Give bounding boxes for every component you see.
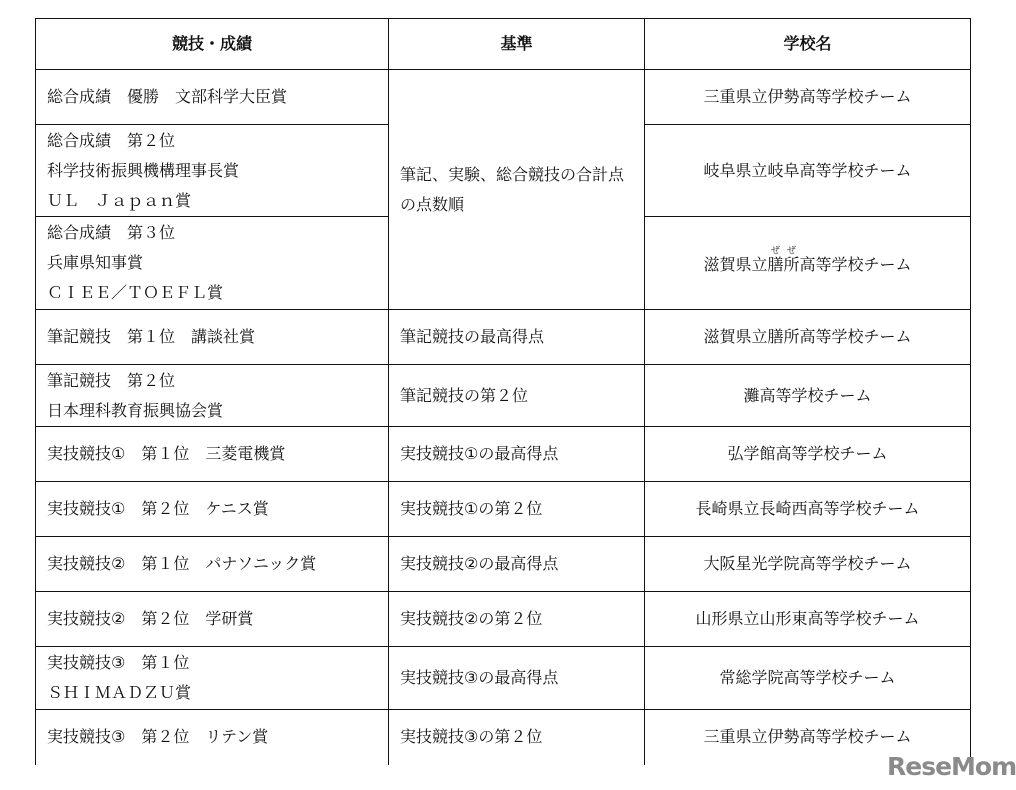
table-row	[36, 592, 971, 647]
criteria-cell	[389, 70, 645, 310]
award-text: 総合成績 第２位	[47, 130, 176, 150]
criteria-cell: 実技競技②の第２位	[389, 592, 645, 647]
award-text: ＣＩＥＥ／ＴＯＥＦＬ賞	[47, 283, 224, 302]
award-text: ＵＬ Ｊａｐａｎ賞	[47, 190, 192, 210]
furigana	[767, 246, 800, 274]
school-cell: 長崎県立長崎西高等学校チーム	[645, 482, 971, 537]
school-text: 高等学校チーム	[799, 255, 912, 274]
school-cell: 弘学館高等学校チーム	[645, 427, 971, 482]
school-cell: 三重県立伊勢高等学校チーム	[645, 70, 971, 125]
school-cell: 灘高等学校チーム	[645, 365, 971, 427]
award-cell	[36, 310, 389, 365]
criteria-cell: 筆記競技の第２位	[389, 365, 645, 427]
table-row	[36, 647, 971, 710]
award-text: 総合成績 第３位	[47, 223, 176, 242]
ruby-base: 膳所	[767, 255, 800, 274]
award-cell	[36, 125, 389, 217]
award-text: 筆記競技 第２位	[47, 370, 176, 390]
criteria-cell: 実技競技③の最高得点	[389, 647, 645, 710]
school-text: 滋賀県立	[703, 255, 768, 274]
award-text: 科学技術振興機構理事長賞	[47, 160, 240, 180]
header-award: 競技・成績	[36, 19, 389, 70]
award-cell	[36, 647, 389, 710]
school-cell: 山形県立山形東高等学校チーム	[645, 592, 971, 647]
award-cell	[36, 427, 389, 482]
header-school: 学校名	[645, 19, 971, 70]
school-cell: 大阪星光学院高等学校チーム	[645, 537, 971, 592]
award-text: 筆記競技 第１位 講談社賞	[47, 327, 256, 346]
award-text: 兵庫県知事賞	[47, 253, 144, 272]
criteria-cell: 実技競技②の最高得点	[389, 537, 645, 592]
award-cell	[36, 365, 389, 427]
award-cell	[36, 592, 389, 647]
school-cell	[645, 217, 971, 310]
award-cell	[36, 217, 389, 310]
table-row	[36, 310, 971, 365]
header-row	[36, 19, 971, 70]
table-row	[36, 365, 971, 427]
award-text: 実技競技③ 第２位 リテン賞	[47, 727, 269, 747]
table-row	[36, 70, 971, 125]
resemom-watermark-logo: ReseMom	[887, 752, 1016, 781]
award-text: 実技競技③ 第１位	[47, 653, 190, 672]
school-cell: 岐阜県立岐阜高等学校チーム	[645, 125, 971, 217]
award-text: 総合成績 優勝 文部科学大臣賞	[47, 87, 288, 106]
ruby-text: ぜぜ	[767, 246, 800, 256]
award-cell	[36, 70, 389, 125]
award-text: 実技競技② 第１位 パナソニック賞	[47, 554, 317, 573]
award-text: 日本理科教育振興協会賞	[47, 400, 224, 420]
school-cell: 滋賀県立膳所高等学校チーム	[645, 310, 971, 365]
school-cell: 常総学院高等学校チーム	[645, 647, 971, 710]
criteria-cell: 実技競技①の第２位	[389, 482, 645, 537]
award-text: ＳＨＩＭＡＤＺＵ賞	[47, 683, 192, 702]
award-text: 実技競技① 第２位 ケニス賞	[47, 499, 269, 518]
award-cell	[36, 537, 389, 592]
table-row	[36, 710, 971, 765]
awards-table	[35, 18, 971, 765]
award-text: 実技競技② 第２位 学研賞	[47, 609, 254, 628]
table-row	[36, 482, 971, 537]
criteria-cell: 実技競技①の最高得点	[389, 427, 645, 482]
table-row	[36, 537, 971, 592]
criteria-cell: 実技競技③の第２位	[389, 710, 645, 765]
award-cell	[36, 710, 389, 765]
table-row	[36, 427, 971, 482]
award-cell	[36, 482, 389, 537]
criteria-text: 筆記、実験、総合競技の合計点の点数順	[400, 164, 625, 214]
award-text: 実技競技① 第１位 三菱電機賞	[47, 444, 286, 463]
school-cell: 三重県立伊勢高等学校チーム	[645, 710, 971, 765]
header-criteria: 基準	[389, 19, 645, 70]
criteria-cell: 筆記競技の最高得点	[389, 310, 645, 365]
